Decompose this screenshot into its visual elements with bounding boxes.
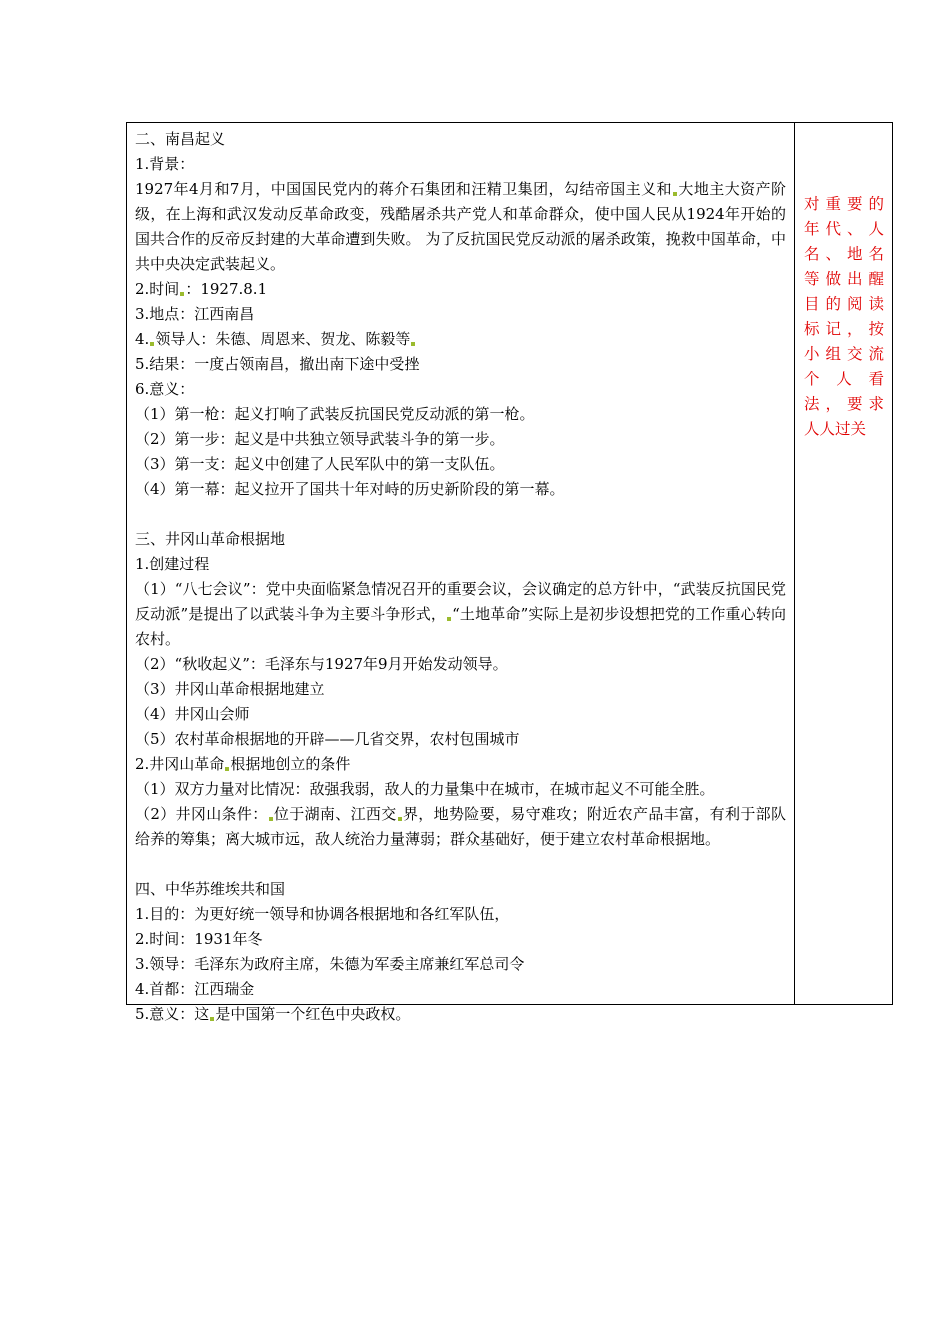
soviet-significance [135,1002,786,1027]
process-point-4: （4）井冈山会师 [135,705,250,723]
time-label: 2.时间 [135,280,180,298]
time-line [135,277,786,302]
significance-point: （2）第一步：起义是中共独立领导武装斗争的第一步。 [135,430,505,448]
edit-marker [210,1017,214,1021]
process-label: 1.创建过程 [135,555,210,573]
conditions-label-b: 根据地创立的条件 [230,755,351,773]
edit-marker [673,192,677,196]
soviet-purpose: 1.目的：为更好统一领导和协调各根据地和各红军队伍， [135,905,510,923]
condition-2 [135,802,786,852]
section-heading-nanchang: 二、南昌起义 [135,130,226,148]
significance-point: （1）第一枪：起义打响了武装反抗国民党反动派的第一枪。 [135,405,535,423]
process-point-1-text-a: （1）“八七会议”：党中央面临紧急情况召开的重要会议，会议确定的总方针中，“武装反抗国民党反动派”是提出了以武装斗争为主要斗争形式， [135,580,786,623]
edit-marker [398,817,402,821]
edit-marker [150,342,154,346]
side-note-line: 小组交流 [804,345,884,363]
document-table [126,122,893,1023]
side-note-line: 对重要的 [804,195,884,213]
condition-2-text-a: （2）井冈山条件： [135,805,268,823]
result-line: 5.结果：一度占领南昌，撤出南下途中受挫 [135,355,420,373]
significance-point: （3）第一支：起义中创建了人民军队中的第一支队伍。 [135,455,505,473]
condition-1: （1）双方力量对比情况：敌强我弱，敌人的力量集中在城市，在城市起义不可能全胜。 [135,780,715,798]
leaders-prefix: 4. [135,330,150,348]
soviet-significance-a: 5.意义：这 [135,1005,210,1023]
process-point-2: （2）“秋收起义”：毛泽东与1927年9月开始发动领导。 [135,655,508,673]
significance-point: （4）第一幕：起义拉开了国共十年对峙的历史新阶段的第一幕。 [135,480,565,498]
place-line: 3.地点：江西南昌 [135,305,255,323]
process-point-5: （5）农村革命根据地的开辟——几省交界，农村包围城市 [135,730,520,748]
edit-marker [180,292,184,296]
edit-marker [447,617,451,621]
side-note-line: 等做出醒 [804,270,884,288]
content-cell [127,123,795,1023]
background-text-2: 大地主大资产阶级，在上海和武汉发动反革命政变，残酷屠杀共产党人和革命群众，使中国人民从1924年开始的国共合作的反帝反封建的大革命遭到失败。 为了反抗国民党反动派的屠杀政策，挽救中国革命，中共中央决定武装起义。 [135,180,786,273]
conditions-label [135,752,786,777]
soviet-time: 2.时间：1931年冬 [135,930,263,948]
leaders-line [135,327,786,352]
edit-marker [225,767,229,771]
edit-marker [411,342,415,346]
side-note-line: 法，要求 [804,395,884,413]
side-note-cell [795,123,892,1004]
significance-label: 6.意义： [135,380,195,398]
process-point-1 [135,577,786,652]
side-note-line: 标记，按 [804,320,884,338]
condition-2-text-c: 界，地势险要，易守难攻；附近农产品丰富，有利于部队给养的筹集；离大城市远，敌人统治力量薄弱；群众基础好，便于建立农村革命根据地。 [135,805,786,848]
side-note-line: 个人看 [804,370,884,388]
side-note-line: 名、地名 [804,245,884,263]
section-heading-jinggangshan: 三、井冈山革命根据地 [135,530,286,548]
background-text-1: 1927年4月和7月，中国国民党内的蒋介石集团和汪精卫集团，勾结帝国主义和 [135,180,672,198]
section-heading-soviet: 四、中华苏维埃共和国 [135,880,286,898]
soviet-capital: 4.首都：江西瑞金 [135,980,255,998]
background-paragraph [135,177,786,277]
leaders-text: 领导人：朱德、周恩来、贺龙、陈毅等 [155,330,411,348]
spacer [135,502,786,527]
process-point-3: （3）井冈山革命根据地建立 [135,680,325,698]
edit-marker [269,817,273,821]
process-point-1-text-b: “土地革命”实际上是初步设想把党的工作重心转向农村。 [135,605,787,648]
soviet-significance-b: 是中国第一个红色中央政权。 [215,1005,411,1023]
spacer [135,852,786,877]
side-note-line: 目的阅读 [804,295,884,313]
background-label: 1.背景： [135,155,195,173]
side-note-line: 人人过关 [804,420,867,438]
time-value: ：1927.8.1 [185,280,268,298]
side-note-line: 年代、人 [804,220,884,238]
soviet-leaders: 3.领导：毛泽东为政府主席，朱德为军委主席兼红军总司令 [135,955,525,973]
conditions-label-a: 2.井冈山革命 [135,755,225,773]
condition-2-text-b: 位于湖南、江西交 [273,805,397,823]
